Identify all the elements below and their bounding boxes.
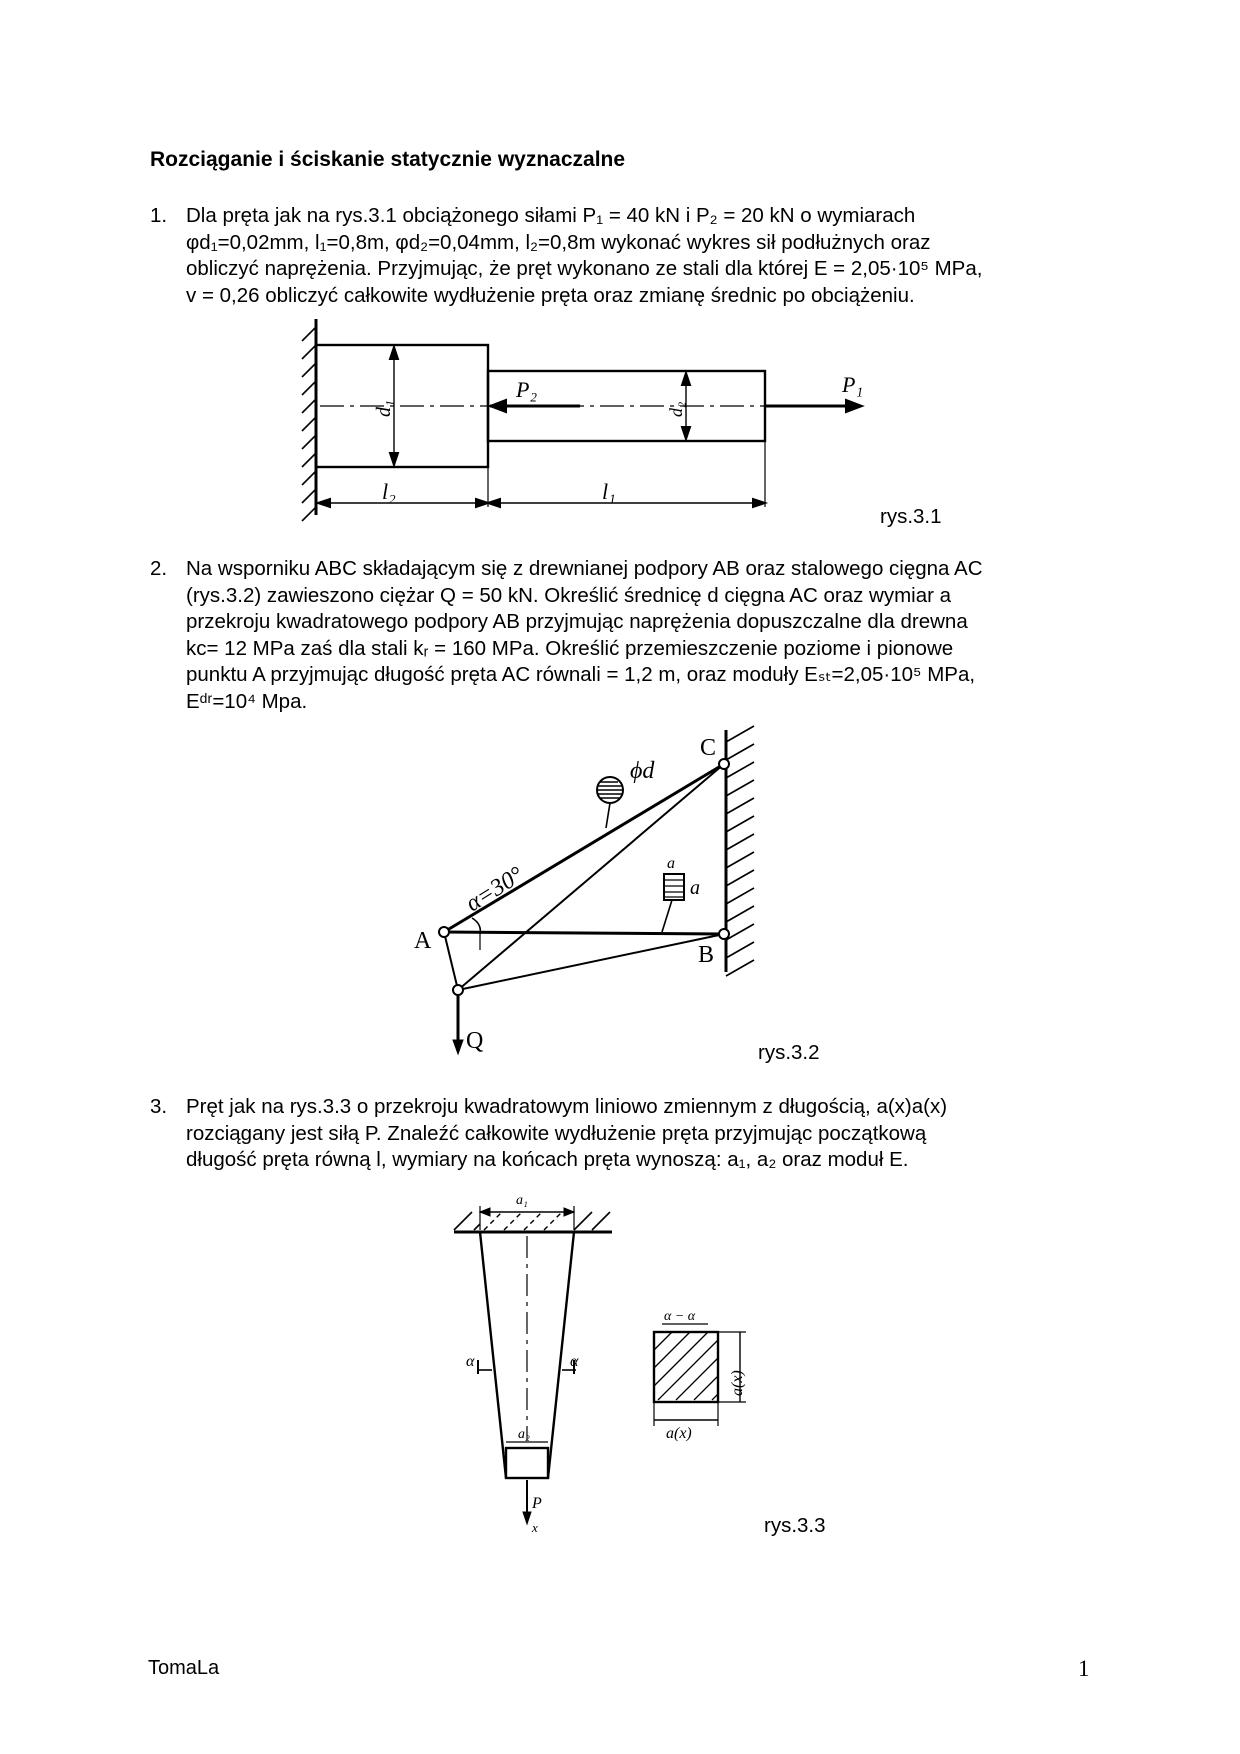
problem-line: kᴄ= 12 MPa zaś dla stali kᵣ = 160 MPa. Określić przemieszczenie poziome i pionowe [186,636,954,660]
figure-3-1 [290,315,880,525]
label-p2: P₂ [516,377,538,402]
label-p1: P₁ [842,372,864,397]
figure-3-3 [440,1190,770,1540]
label-b: B [698,942,715,968]
problem-number: 2. [150,557,168,580]
problem-line: Eᵈʳ=10⁴ Mpa. [186,689,308,713]
label-l1: l₁ [602,479,616,504]
problem-line: obliczyć naprężenia. Przyjmując, że pręt wykonano ze stali dla której E = 2,05·10⁵ MPa, [186,257,983,280]
caption-rys-3-2: rys.3.2 [758,1041,820,1064]
problem-line: rozciągany jest siłą P. Znaleźć całkowite wydłużenie pręta przyjmując początkową [186,1121,927,1145]
label-l2: l₂ [382,479,396,504]
label-ax-bottom: a(x) [666,1425,692,1442]
problem-line: przekroju kwadratowego podpory AB przyjmując naprężenia dopuszczalne dla drewna [186,610,968,633]
problem-line: Dla pręta jak na rys.3.1 obciążonego siłami P₁ = 40 kN i P₂ = 20 kN o wymiarach [186,204,916,227]
problem-line: długość pręta równą l, wymiary na końcach pręta wynoszą: a₁, a₂ oraz moduł E. [186,1148,909,1171]
caption-rys-3-3: rys.3.3 [764,1514,826,1537]
problem-line: v = 0,26 obliczyć całkowite wydłużenie pręta oraz zmianę średnic po obciążeniu. [186,283,915,307]
problem-1 [150,203,1092,313]
label-p: P [532,1495,542,1512]
label-section: α − α [664,1309,696,1324]
label-a1: a₁ [516,1193,528,1208]
label-a-side: a [690,877,700,899]
problem-3 [150,1094,1092,1176]
page-number: 1 [1078,1656,1090,1681]
problem-number: 1. [150,204,168,227]
label-d1: d₁ [373,400,395,417]
label-cut-left: α [466,1353,475,1370]
label-diameter: ϕd [630,758,655,784]
label-q: Q [466,1028,484,1054]
caption-rys-3-1: rys.3.1 [880,505,942,528]
label-d2: d₂ [666,401,686,417]
problem-line: punktu A przyjmując długość pręta AC równali = 1,2 m, oraz moduły Eₛₜ=2,05·10⁵ MPa, [186,663,976,686]
label-alpha: α=30° [461,861,529,918]
label-a2: a₂ [518,1427,530,1442]
problem-line: Pręt jak na rys.3.3 o przekroju kwadratowym liniowo zmiennym z długością, a(x)a(x) [186,1095,948,1118]
problem-2 [150,556,1092,718]
problem-line: (rys.3.2) zawieszono ciężar Q = 50 kN. Określić średnicę d cięgna AC oraz wymiar a [186,583,952,607]
figure-3-2 [410,720,770,1060]
label-ax-side: a(x) [729,1370,746,1396]
label-x: x [532,1520,538,1535]
label-a: A [414,928,432,954]
footer-author: TomaLa [148,1657,220,1679]
label-cut-right: α [570,1353,579,1370]
page-title: Rozciąganie i ściskanie statycznie wyznaczalne [150,148,626,171]
label-c: C [700,735,717,761]
problem-number: 3. [150,1095,168,1118]
problem-line: Na wsporniku ABC składającym się z drewnianej podpory AB oraz stalowego cięgna AC [186,557,983,580]
problem-line: φd₁=0,02mm, l₁=0,8m, φd₂=0,04mm, l₂=0,8m wykonać wykres sił podłużnych oraz [186,230,931,254]
label-a-top: a [667,855,675,872]
